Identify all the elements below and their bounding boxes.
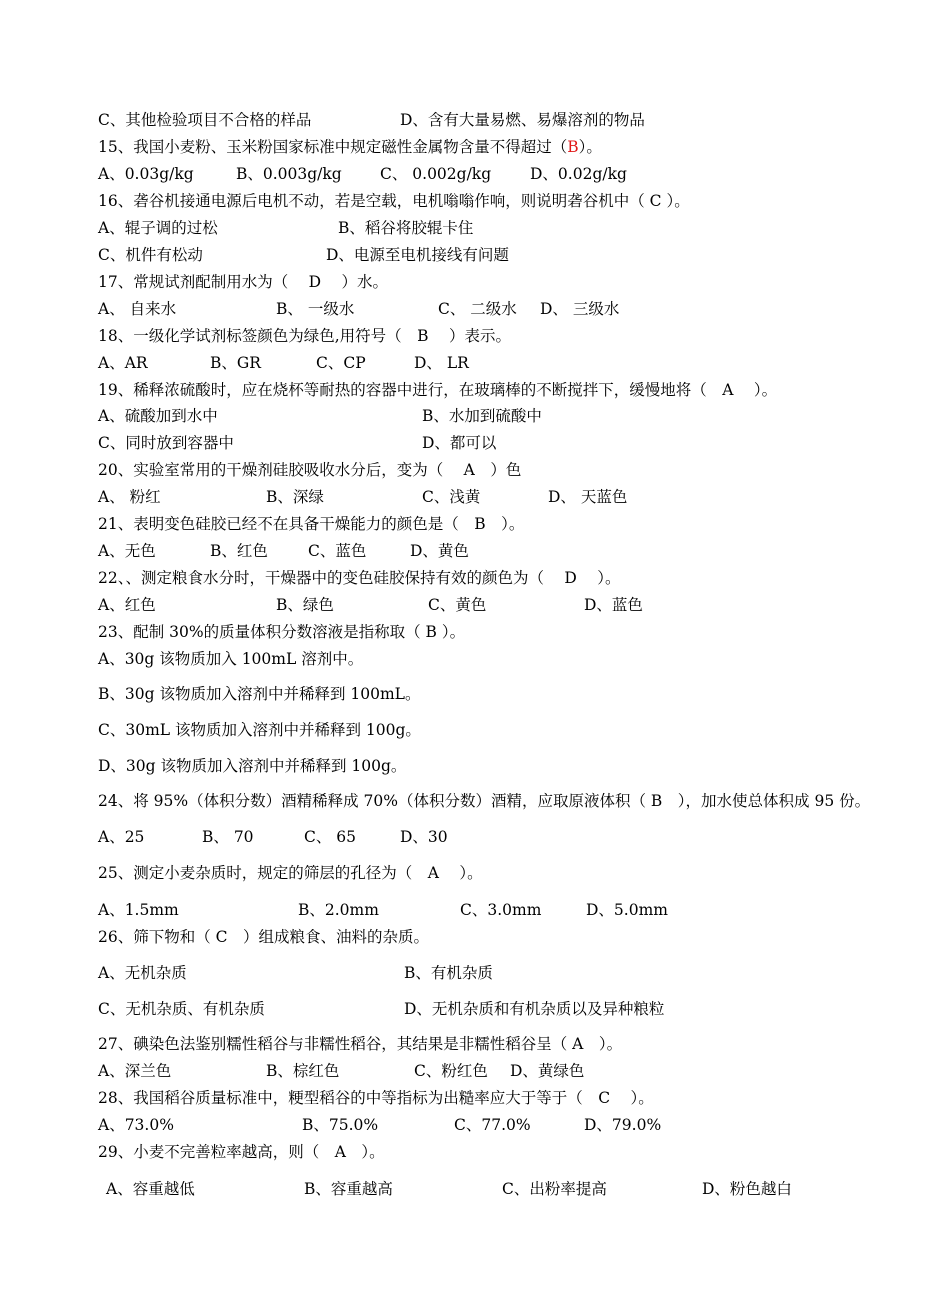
option-a: A、硫酸加到水中 (98, 407, 218, 425)
q24-stem: 24、将 95%（体积分数）酒精稀释成 70%（体积分数）酒精，应取原液体积（ B ），加水使总体积成 95 份。 (98, 792, 871, 810)
q27-stem: 27、碘染色法鉴别糯性稻谷与非糯性稻谷，其结果是非糯性稻谷呈（ A ）。 (98, 1035, 623, 1053)
option-c: C、机件有松动 (98, 246, 203, 264)
option-c: C、同时放到容器中 (98, 434, 234, 452)
q25-options-row (98, 900, 668, 920)
option-d: D、5.0mm (586, 901, 668, 919)
option-d: D、含有大量易燃、易爆溶剂的物品 (400, 111, 645, 129)
option-d: D、黄色 (410, 542, 469, 560)
q22-options-row (98, 595, 643, 615)
q15-stem (98, 137, 602, 157)
option-b: B、深绿 (266, 488, 324, 506)
option-a: A、深兰色 (98, 1062, 172, 1080)
option-b: B、容重越高 (304, 1180, 393, 1198)
option-a: A、73.0% (98, 1116, 174, 1134)
q21-stem: 21、表明变色硅胶已经不在具备干燥能力的颜色是（ B ）。 (98, 515, 525, 533)
q15-answer: B (567, 138, 579, 156)
option-d: D、 三级水 (540, 300, 620, 318)
option-d: D、蓝色 (584, 596, 643, 614)
option-c: C、 65 (304, 828, 357, 846)
option-b: B、 一级水 (276, 300, 355, 318)
option-c: C、出粉率提高 (502, 1180, 607, 1198)
option-b: B、有机杂质 (404, 964, 493, 982)
q21-options-row (98, 541, 469, 561)
q24-options-row (98, 827, 448, 847)
option-d: D、粉色越白 (702, 1180, 792, 1198)
option-d: D、79.0% (584, 1116, 662, 1134)
q29-options-row (106, 1179, 792, 1199)
q15-options-row (98, 164, 627, 184)
option-a: A、红色 (98, 596, 156, 614)
q19-stem: 19、稀释浓硫酸时，应在烧杯等耐热的容器中进行，在玻璃棒的不断搅拌下，缓慢地将（ A ）。 (98, 381, 778, 399)
option-c: C、无机杂质、有机杂质 (98, 1000, 265, 1018)
option-a: A、无色 (98, 542, 156, 560)
option-a: A、 粉红 (98, 488, 161, 506)
q26-options-row-2 (98, 999, 665, 1019)
q23-option-a: A、30g 该物质加入 100mL 溶剂中。 (98, 650, 364, 668)
option-b: B、75.0% (302, 1116, 379, 1134)
option-a: A、无机杂质 (98, 964, 187, 982)
option-a: A、AR (98, 354, 148, 372)
q16-options-row-2 (98, 245, 509, 265)
option-b: B、稻谷将胶辊卡住 (338, 219, 474, 237)
option-c: C、 二级水 (438, 300, 517, 318)
option-a: A、25 (98, 828, 145, 846)
q23-option-b: B、30g 该物质加入溶剂中并稀释到 100mL。 (98, 685, 421, 703)
q26-options-row (98, 963, 493, 983)
q23-option-d: D、30g 该物质加入溶剂中并稀释到 100g。 (98, 757, 407, 775)
option-c: C、CP (316, 354, 366, 372)
option-b: B、0.003g/kg (236, 165, 342, 183)
q17-options-row (98, 299, 620, 319)
q23-option-c: C、30mL 该物质加入溶剂中并稀释到 100g。 (98, 721, 421, 739)
q20-options-row (98, 487, 628, 507)
q14-options-row (98, 110, 645, 130)
option-b: B、棕红色 (266, 1062, 340, 1080)
option-c: C、其他检验项目不合格的样品 (98, 111, 312, 129)
option-b: B、GR (210, 354, 261, 372)
q26-stem: 26、筛下物和（ C ）组成粮食、油料的杂质。 (98, 928, 430, 946)
option-b: B、水加到硫酸中 (422, 407, 542, 425)
q19-options-row-2 (98, 433, 497, 453)
q22-stem: 22、、测定粮食水分时，干燥器中的变色硅胶保持有效的颜色为（ D ）。 (98, 569, 621, 587)
option-a: A、0.03g/kg (98, 165, 194, 183)
option-c: C、粉红色 (414, 1062, 488, 1080)
q20-stem: 20、实验室常用的干燥剂硅胶吸收水分后，变为（ A ）色 (98, 461, 522, 479)
option-a: A、容重越低 (106, 1180, 195, 1198)
q17-stem: 17、常规试剂配制用水为（ D ）水。 (98, 273, 389, 291)
q16-stem: 16、砻谷机接通电源后电机不动，若是空载，电机嗡嗡作响，则说明砻谷机中（ C ）。 (98, 192, 690, 210)
option-d: D、30 (400, 828, 448, 846)
option-d: D、0.02g/kg (530, 165, 627, 183)
option-d: D、 LR (414, 354, 469, 372)
q15-stem-pre: 15、我国小麦粉、玉米粉国家标准中规定磁性金属物含量不得超过（ (98, 138, 568, 156)
option-c: C、黄色 (428, 596, 487, 614)
q25-stem: 25、测定小麦杂质时，规定的筛层的孔径为（ A ）。 (98, 864, 483, 882)
q18-options-row (98, 353, 469, 373)
option-c: C、蓝色 (308, 542, 367, 560)
option-c: C、浅黄 (422, 488, 481, 506)
option-c: C、 0.002g/kg (380, 165, 492, 183)
option-b: B、绿色 (276, 596, 334, 614)
q19-options-row (98, 406, 542, 426)
q16-options-row (98, 218, 474, 238)
option-a: A、1.5mm (98, 901, 179, 919)
option-d: D、电源至电机接线有问题 (326, 246, 509, 264)
option-c: C、3.0mm (460, 901, 542, 919)
q27-options-row (98, 1061, 585, 1081)
option-d: D、黄绿色 (510, 1062, 585, 1080)
option-a: A、 自来水 (98, 300, 177, 318)
q29-stem: 29、小麦不完善粒率越高，则（ A ）。 (98, 1143, 385, 1161)
option-b: B、 70 (202, 828, 254, 846)
q15-stem-post: ）。 (578, 138, 602, 156)
q18-stem: 18、一级化学试剂标签颜色为绿色,用符号（ B ）表示。 (98, 327, 511, 345)
option-a: A、辊子调的过松 (98, 219, 218, 237)
q28-options-row (98, 1115, 662, 1135)
option-d: D、 天蓝色 (548, 488, 628, 506)
q23-stem: 23、配制 30%的质量体积分数溶液是指称取（ B ）。 (98, 623, 466, 641)
option-b: B、红色 (210, 542, 268, 560)
option-d: D、无机杂质和有机杂质以及异种粮粒 (404, 1000, 665, 1018)
option-b: B、2.0mm (298, 901, 379, 919)
option-c: C、77.0% (454, 1116, 531, 1134)
q28-stem: 28、我国稻谷质量标准中，粳型稻谷的中等指标为出糙率应大于等于（ C ）。 (98, 1089, 654, 1107)
option-d: D、都可以 (422, 434, 497, 452)
